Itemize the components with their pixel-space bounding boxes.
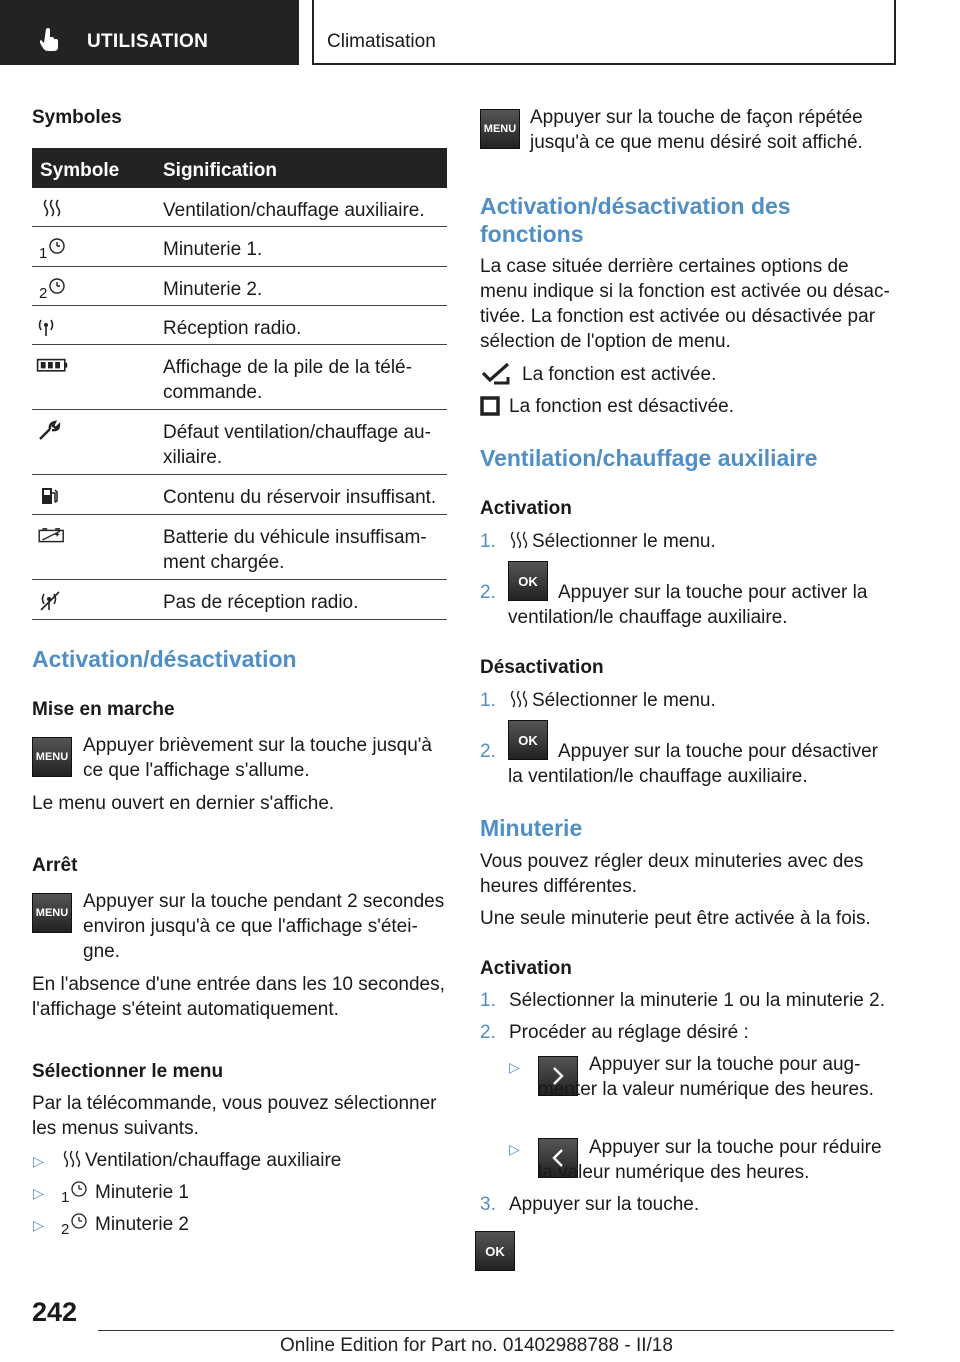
bullet-marker: ▷: [33, 1185, 44, 1201]
no-radio-reception-icon: [36, 590, 68, 612]
row-meaning: Minuterie 1.: [163, 239, 263, 260]
page-number: 242: [32, 1297, 78, 1327]
timer-1-icon: [68, 1180, 90, 1200]
timer-heading: Minuterie: [480, 815, 583, 841]
wrench-icon: [36, 420, 68, 442]
step-number: 1.: [480, 531, 496, 552]
menu-item-ventilation: Ventilation/chauffage auxiliaire: [85, 1150, 342, 1171]
fuel-pump-icon: [36, 485, 68, 507]
table-row: [32, 475, 447, 515]
step-number: 1.: [480, 690, 496, 711]
on-note: Le menu ouvert en dernier s'affiche.: [32, 793, 335, 814]
timer-step-2: Procéder au réglage désiré :: [509, 1022, 749, 1043]
table-row: [32, 306, 447, 345]
functions-intro: La case située derrière certaines options de menu indique si la fonction est activée ou désac-tivée. La fonction est activée ou désactivée par sélection de l'option de menu.: [480, 256, 890, 352]
checkbox-checked-icon: [480, 363, 512, 385]
hand-pointer-icon: [40, 27, 62, 51]
timer-prefix: 2: [39, 285, 48, 302]
vent-activation-heading: Activation: [480, 498, 572, 519]
chapter-box: [312, 0, 896, 65]
step-number: 2.: [480, 741, 496, 762]
ok-button-icon: OK: [508, 561, 548, 601]
radio-reception-icon: [36, 316, 68, 338]
section-title: UTILISATION: [87, 31, 209, 52]
vent-act-step-1: Sélectionner le menu.: [532, 531, 716, 552]
row-meaning: Minuterie 2.: [163, 279, 263, 300]
row-meaning: Ventilation/chauffage auxiliaire.: [163, 200, 425, 221]
timer-2-icon: [68, 1212, 90, 1232]
row-meaning: Affichage de la pile de la télé-commande.: [163, 357, 412, 403]
timer-step-3: Appuyer sur la touche.: [509, 1194, 700, 1215]
step-number: 3.: [480, 1194, 496, 1215]
table-row: [32, 267, 447, 306]
timer-prefix: 1: [61, 1189, 70, 1206]
menu-button-icon: MENU: [32, 893, 72, 933]
timer-note: Une seule minuterie peut être activée à la fois.: [480, 908, 871, 929]
row-meaning: Batterie du véhicule insuffisam-ment chargée.: [163, 527, 427, 573]
vent-deactivation-heading: Désactivation: [480, 657, 604, 678]
menu-button-icon: MENU: [32, 737, 72, 777]
table-row: [32, 227, 447, 267]
timer-prefix: 2: [61, 1221, 70, 1238]
repeat-text: Appuyer sur la touche de façon répétée jusqu'à ce que menu désiré soit affiché.: [530, 107, 863, 153]
symbols-heading: Symboles: [32, 107, 122, 128]
section-tab: [0, 0, 299, 65]
vent-deact-step-1: Sélectionner le menu.: [532, 690, 716, 711]
remote-battery-icon: [36, 355, 68, 377]
footer-edition: Online Edition for Part no. 01402988788 - II/18: [280, 1335, 673, 1356]
row-meaning: Réception radio.: [163, 318, 302, 339]
bullet-marker: ▷: [509, 1141, 520, 1157]
row-meaning: Défaut ventilation/chauffage au-xiliaire.: [163, 422, 431, 468]
timer-intro: Vous pouvez régler deux minuteries avec des heures différentes.: [480, 851, 864, 897]
timer-activation-heading: Activation: [480, 958, 572, 979]
bullet-marker: ▷: [33, 1153, 44, 1169]
step-number: 2.: [480, 582, 496, 603]
table-row: [32, 515, 447, 580]
checkbox-empty-icon: [480, 396, 500, 416]
functions-heading: Activation/désactivation des fonctions: [480, 193, 791, 247]
select-menu-heading: Sélectionner le menu: [32, 1061, 224, 1082]
ventilation-icon: [508, 531, 530, 551]
timer-prefix: 1: [39, 245, 48, 262]
chapter-title: Climatisation: [327, 31, 436, 52]
function-inactive: La fonction est désactivée.: [509, 396, 734, 417]
table-row: [32, 410, 447, 475]
table-row: [32, 345, 447, 410]
symbols-table: [32, 148, 447, 620]
vent-act-step-2: Appuyer sur la touche pour activer la ventilation/le chauffage auxiliaire.: [508, 582, 868, 628]
ventilation-icon: [36, 198, 68, 220]
col-meaning: Signification: [163, 160, 277, 181]
select-menu-intro: Par la télécommande, vous pouvez sélectionner les menus suivants.: [32, 1093, 437, 1139]
timer-step-1: Sélectionner la minuterie 1 ou la minuterie 2.: [509, 990, 885, 1011]
on-heading: Mise en marche: [32, 699, 175, 720]
ok-button-icon: OK: [475, 1231, 515, 1271]
footer-divider: [98, 1330, 894, 1331]
ventilation-icon: [61, 1150, 83, 1170]
row-meaning: Pas de réception radio.: [163, 592, 359, 613]
bullet-marker: ▷: [33, 1217, 44, 1233]
timer-sub-1: Appuyer sur la touche pour aug-menter la valeur numérique des heures.: [538, 1054, 874, 1100]
bullet-marker: ▷: [509, 1059, 520, 1075]
timer-sub-2: Appuyer sur la touche pour réduire la valeur numérique des heures.: [538, 1137, 882, 1183]
menu-item-timer-1: Minuterie 1: [95, 1182, 189, 1203]
vent-deact-step-2: Appuyer sur la touche pour désactiver la ventilation/le chauffage auxiliaire.: [508, 741, 879, 787]
menu-button-icon: MENU: [480, 109, 520, 149]
ok-button-icon: OK: [508, 720, 548, 760]
step-number: 1.: [480, 990, 496, 1011]
function-active: La fonction est activée.: [522, 364, 717, 385]
off-heading: Arrêt: [32, 855, 78, 876]
table-row: [32, 580, 447, 620]
on-text: Appuyer brièvement sur la touche jusqu'à ce que l'affichage s'allume.: [83, 735, 432, 781]
col-symbol: Symbole: [40, 160, 120, 181]
menu-item-timer-2: Minuterie 2: [95, 1214, 189, 1235]
row-meaning: Contenu du réservoir insuffisant.: [163, 487, 437, 508]
ventilation-icon: [508, 690, 530, 710]
off-text: Appuyer sur la touche pendant 2 secondes environ jusqu'à ce que l'affichage s'étei-gne.: [83, 891, 445, 962]
step-number: 2.: [480, 1022, 496, 1043]
table-row: [32, 188, 447, 227]
ventilation-heading: Ventilation/chauffage auxiliaire: [480, 445, 818, 471]
off-note: En l'absence d'une entrée dans les 10 secondes, l'affichage s'éteint automatiquement.: [32, 974, 445, 1020]
vehicle-battery-icon: [36, 525, 68, 547]
table-header: [32, 148, 447, 188]
off-text-1: [83, 889, 451, 964]
activation-heading: Activation/désactivation: [32, 646, 297, 672]
